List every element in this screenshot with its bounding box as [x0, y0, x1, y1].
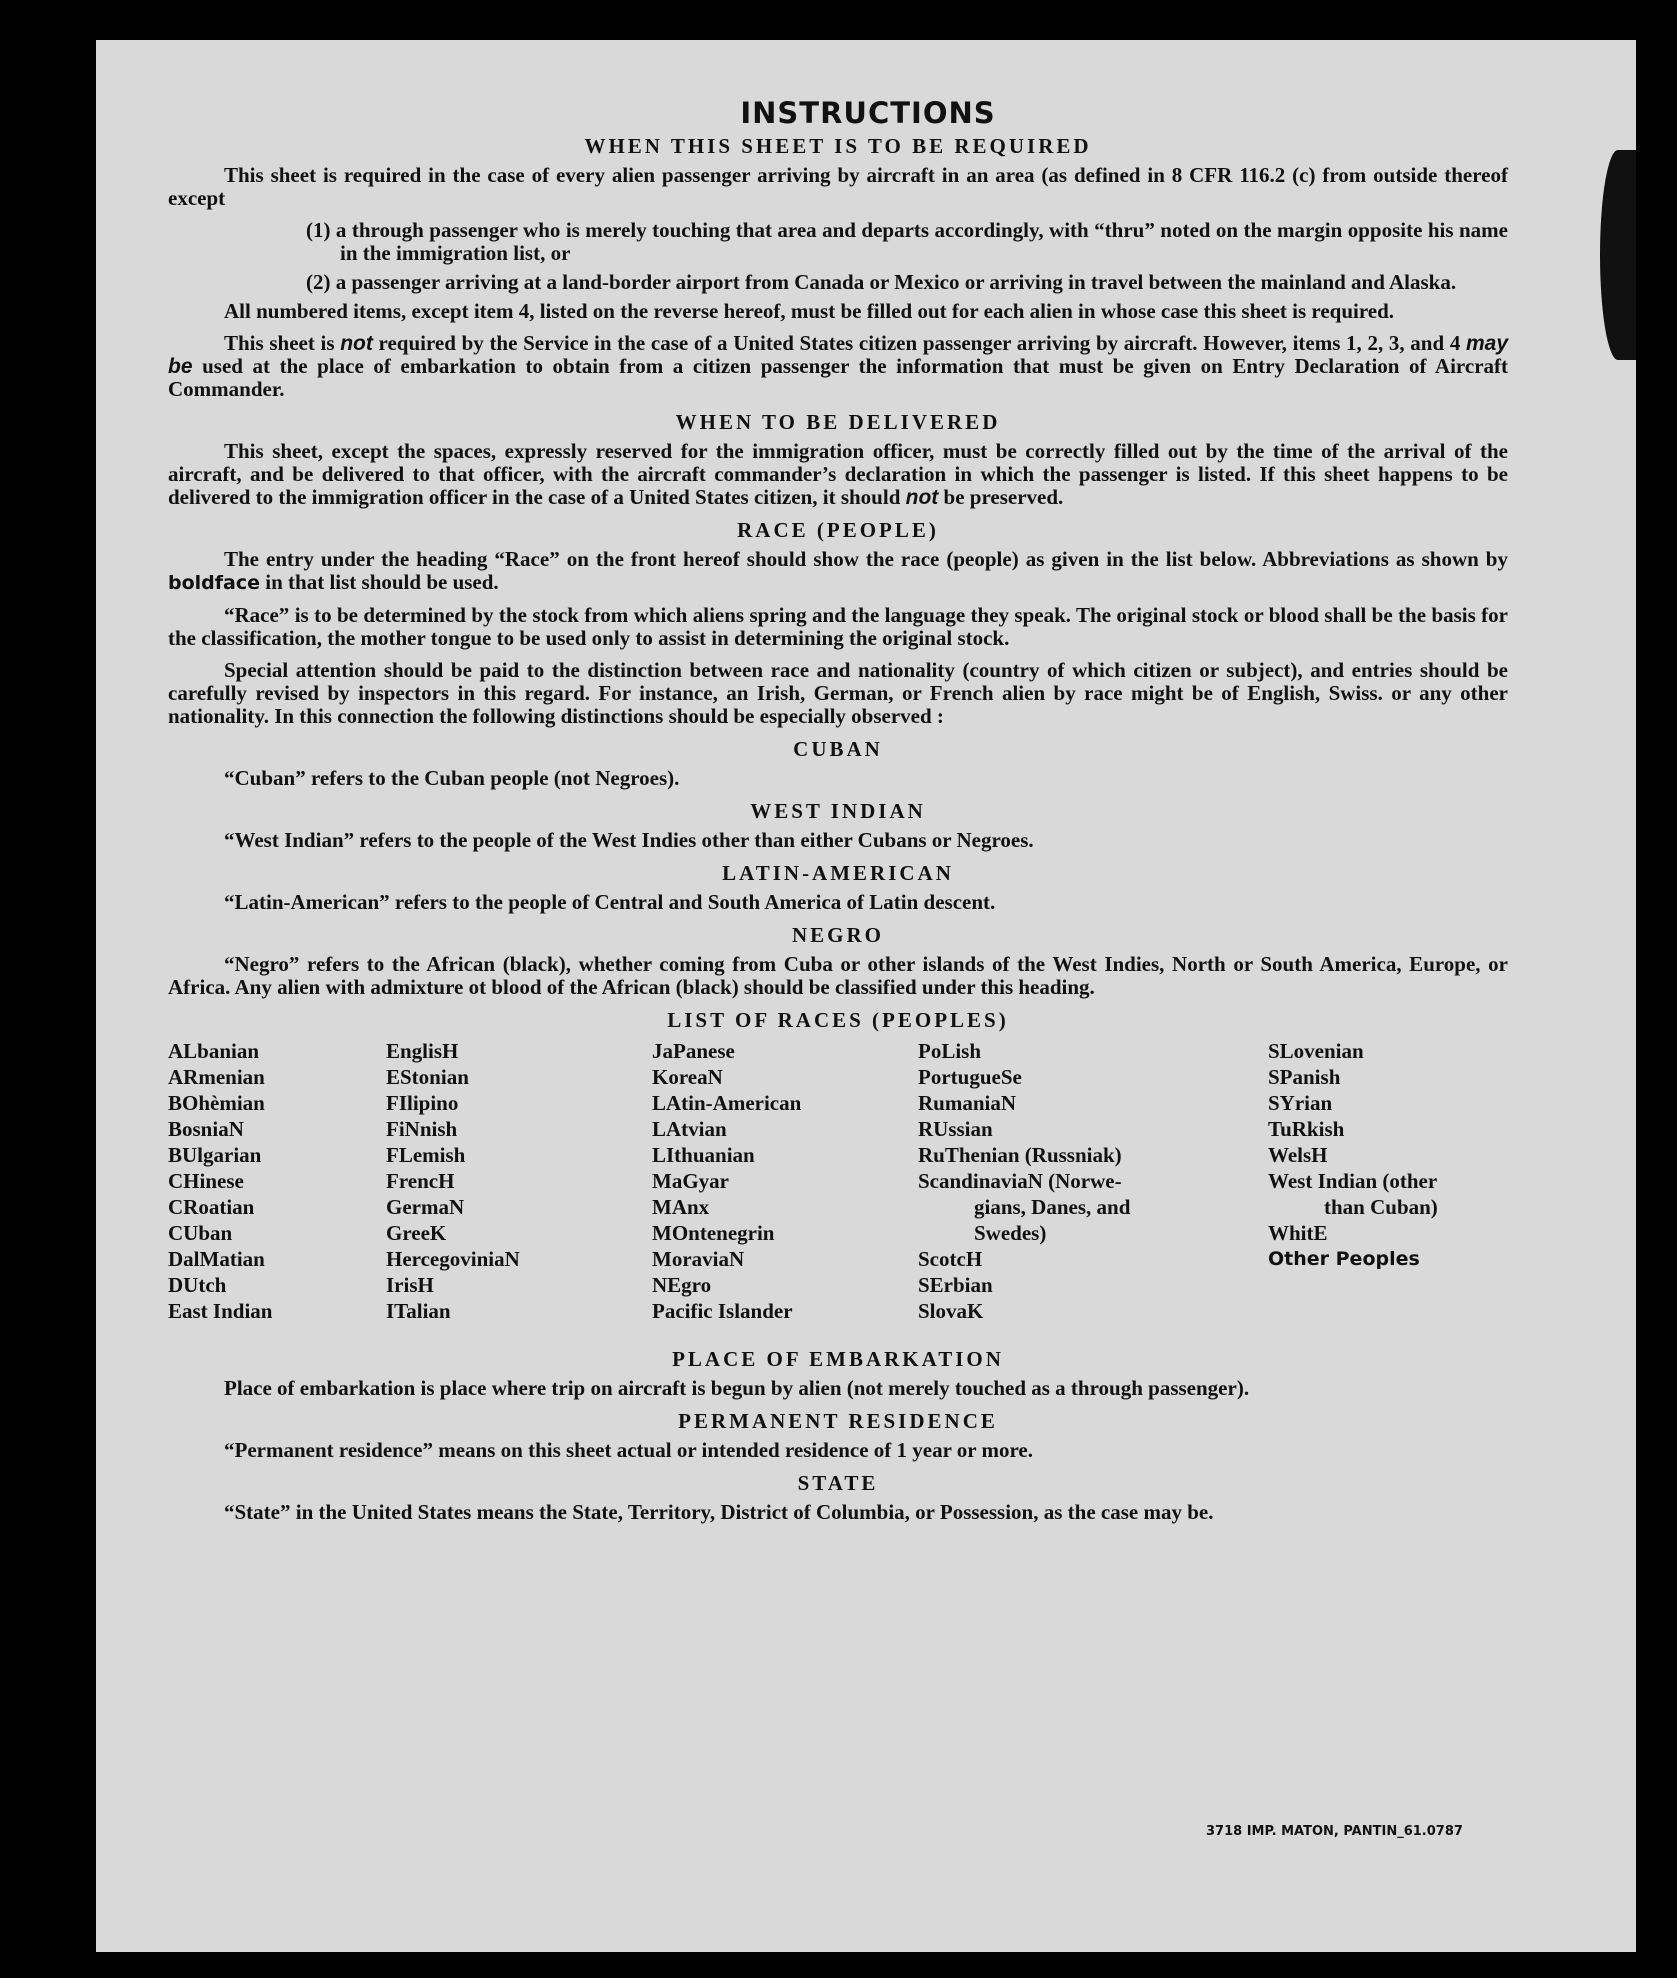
race-item: ScotcH	[918, 1247, 983, 1271]
heading-residence: PERMANENT RESIDENCE	[678, 1409, 998, 1433]
race-item-continued: than Cuban)	[1324, 1195, 1438, 1219]
race-item: CHinese	[168, 1169, 244, 1193]
heading-latin-american: LATIN-AMERICAN	[722, 861, 954, 885]
paragraph-cuban: “Cuban” refers to the Cuban people (not Negroes).	[224, 766, 680, 790]
heading-when-delivered: WHEN TO BE DELIVERED	[675, 410, 1001, 434]
exception-2: (2) a passenger arriving at a land-border airport from Canada or Mexico or arriving in travel between the mainland and Alaska.	[306, 270, 1457, 294]
race-item: WelsH	[1268, 1143, 1328, 1167]
races-column-5	[1268, 1038, 1438, 1272]
race-item: TuRkish	[1268, 1117, 1345, 1141]
race-item: LAtin-American	[652, 1091, 802, 1115]
race-item: RUssian	[918, 1117, 993, 1141]
race-item: CRoatian	[168, 1195, 255, 1219]
paragraph-latin-american: “Latin-American” refers to the people of Central and South America of Latin descent.	[224, 890, 996, 914]
race-item: MOntenegrin	[652, 1221, 775, 1245]
race-item: RumaniaN	[918, 1091, 1017, 1115]
paragraph-race-definition: “Race” is to be determined by the stock from which aliens spring and the language they speak. The original stock or blood shall be the basis for the classification, the mother tongue to be used only to assist in determining the original stock.	[168, 603, 1508, 650]
heading-list-of-races: LIST OF RACES (PEOPLES)	[667, 1008, 1009, 1032]
race-item: BUlgarian	[168, 1143, 262, 1167]
heading-cuban: CUBAN	[793, 737, 883, 761]
race-item: WhitE	[1268, 1221, 1328, 1245]
race-item: IrisH	[386, 1273, 434, 1297]
race-item: East Indian	[168, 1299, 273, 1323]
race-item: ITalian	[386, 1299, 451, 1323]
race-item: SErbian	[918, 1273, 993, 1297]
race-item: BOhèmian	[168, 1091, 265, 1115]
race-item: DUtch	[168, 1273, 227, 1297]
race-item-continued: Swedes)	[974, 1221, 1047, 1245]
paragraph-state: “State” in the United States means the State, Territory, District of Columbia, or Possession, as the case may be.	[224, 1500, 1214, 1524]
ink-stain	[1600, 150, 1636, 360]
paragraph-race-entry: The entry under the heading “Race” on the front hereof should show the race (people) as given in the list below. Abbreviations as shown by boldface in that list should be used.	[168, 547, 1508, 594]
exception-1: (1) a through passenger who is merely touching that area and departs accordingly, with “thru” noted on the margin opposite his name in the immigration list, or	[306, 218, 1508, 265]
document-body	[168, 96, 1509, 1533]
race-item: ALbanian	[168, 1039, 260, 1063]
race-item: FiNnish	[386, 1117, 458, 1141]
race-item: EStonian	[386, 1065, 469, 1089]
race-item: FrencH	[386, 1169, 455, 1193]
race-item: Other Peoples	[1268, 1248, 1420, 1270]
race-item: SYrian	[1268, 1091, 1333, 1115]
races-column-2	[386, 1038, 520, 1324]
race-item: MaGyar	[652, 1169, 729, 1193]
heading-embarkation: PLACE OF EMBARKATION	[672, 1347, 1004, 1371]
paragraph-citizen: This sheet is not required by the Service in the case of a United States citizen passenger arriving by aircraft. However, items 1, 2, 3, and 4 may be used at the place of embarkation to obtain from a citizen passenger the information that must be given on Entry Declaration of Aircraft Commander.	[168, 331, 1509, 401]
race-item: PoLish	[918, 1039, 982, 1063]
race-item: MoraviaN	[652, 1247, 745, 1271]
race-item: NEgro	[652, 1273, 712, 1297]
race-item: MAnx	[652, 1195, 710, 1219]
races-column-4	[918, 1038, 1130, 1324]
paragraph-required: This sheet is required in the case of every alien passenger arriving by aircraft in an area (as defined in 8 CFR 116.2 (c) from outside thereof except	[168, 163, 1508, 210]
race-item: KoreaN	[652, 1065, 723, 1089]
race-item: BosniaN	[168, 1117, 244, 1141]
paragraph-residence: “Permanent residence” means on this sheet actual or intended residence of 1 year or more.	[224, 1438, 1033, 1462]
document-title: INSTRUCTIONS	[740, 96, 996, 130]
heading-race: RACE (PEOPLE)	[737, 518, 939, 542]
race-item: SPanish	[1268, 1065, 1341, 1089]
race-item: EnglisH	[386, 1039, 459, 1063]
races-column-3	[652, 1038, 801, 1324]
race-item: GermaN	[386, 1195, 465, 1219]
race-item: Pacific Islander	[652, 1299, 793, 1323]
heading-when-required: WHEN THIS SHEET IS TO BE REQUIRED	[584, 134, 1092, 158]
race-item: HercegoviniaN	[386, 1247, 520, 1271]
race-item: SlovaK	[918, 1299, 984, 1323]
race-item: CUban	[168, 1221, 233, 1245]
race-item: FLemish	[386, 1143, 466, 1167]
paragraph-race-distinction: Special attention should be paid to the distinction between race and nationality (country of which citizen or subject), and entries should be carefully revised by inspectors in this regard. For instance, an Irish, German, or French alien by race might be of English, Swiss. or any other nationality. In this connection the following distinctions should be especially observed :	[168, 658, 1508, 728]
race-item: West Indian (other	[1268, 1169, 1438, 1193]
paragraph-numbered-items: All numbered items, except item 4, listed on the reverse hereof, must be filled out for each alien in whose case this sheet is required.	[224, 299, 1395, 323]
race-item: DalMatian	[168, 1247, 265, 1271]
race-item: FIlipino	[386, 1091, 459, 1115]
printer-imprint: 3718 IMP. MATON, PANTIN_61.0787	[1206, 1824, 1463, 1839]
paragraph-negro: “Negro” refers to the African (black), whether coming from Cuba or other islands of the West Indies, North or South America, Europe, or Africa. Any alien with admixture ot blood of the African (black) should be classified under this heading.	[168, 952, 1508, 999]
race-item: SLovenian	[1268, 1039, 1364, 1063]
paragraph-west-indian: “West Indian” refers to the people of the West Indies other than either Cubans or Negroes.	[224, 828, 1034, 852]
race-item: JaPanese	[652, 1039, 735, 1063]
heading-west-indian: WEST INDIAN	[750, 799, 926, 823]
paragraph-embarkation: Place of embarkation is place where trip on aircraft is begun by alien (not merely touched as a through passenger).	[224, 1376, 1250, 1400]
race-item: ARmenian	[168, 1065, 265, 1089]
paragraph-delivered: This sheet, except the spaces, expressly reserved for the immigration officer, must be correctly filled out by the time of the arrival of the aircraft, and be delivered to that officer, with the aircraft commander’s declaration in which the passenger is listed. If this sheet happens to be delivered to the immigration officer in the case of a United States citizen, it should not be preserved.	[168, 439, 1508, 509]
race-item-continued: gians, Danes, and	[974, 1195, 1131, 1219]
heading-negro: NEGRO	[791, 923, 884, 947]
race-item: ScandinaviaN (Norwe-	[918, 1169, 1122, 1193]
race-item: PortugueSe	[918, 1065, 1022, 1089]
race-item: LIthuanian	[652, 1143, 755, 1167]
race-item: LAtvian	[652, 1117, 727, 1141]
races-list	[168, 1038, 1508, 1338]
heading-state: STATE	[797, 1471, 879, 1495]
races-column-1	[168, 1038, 272, 1324]
document-sheet	[96, 40, 1636, 1952]
race-item: GreeK	[386, 1221, 447, 1245]
race-item: RuThenian (Russniak)	[918, 1143, 1122, 1167]
